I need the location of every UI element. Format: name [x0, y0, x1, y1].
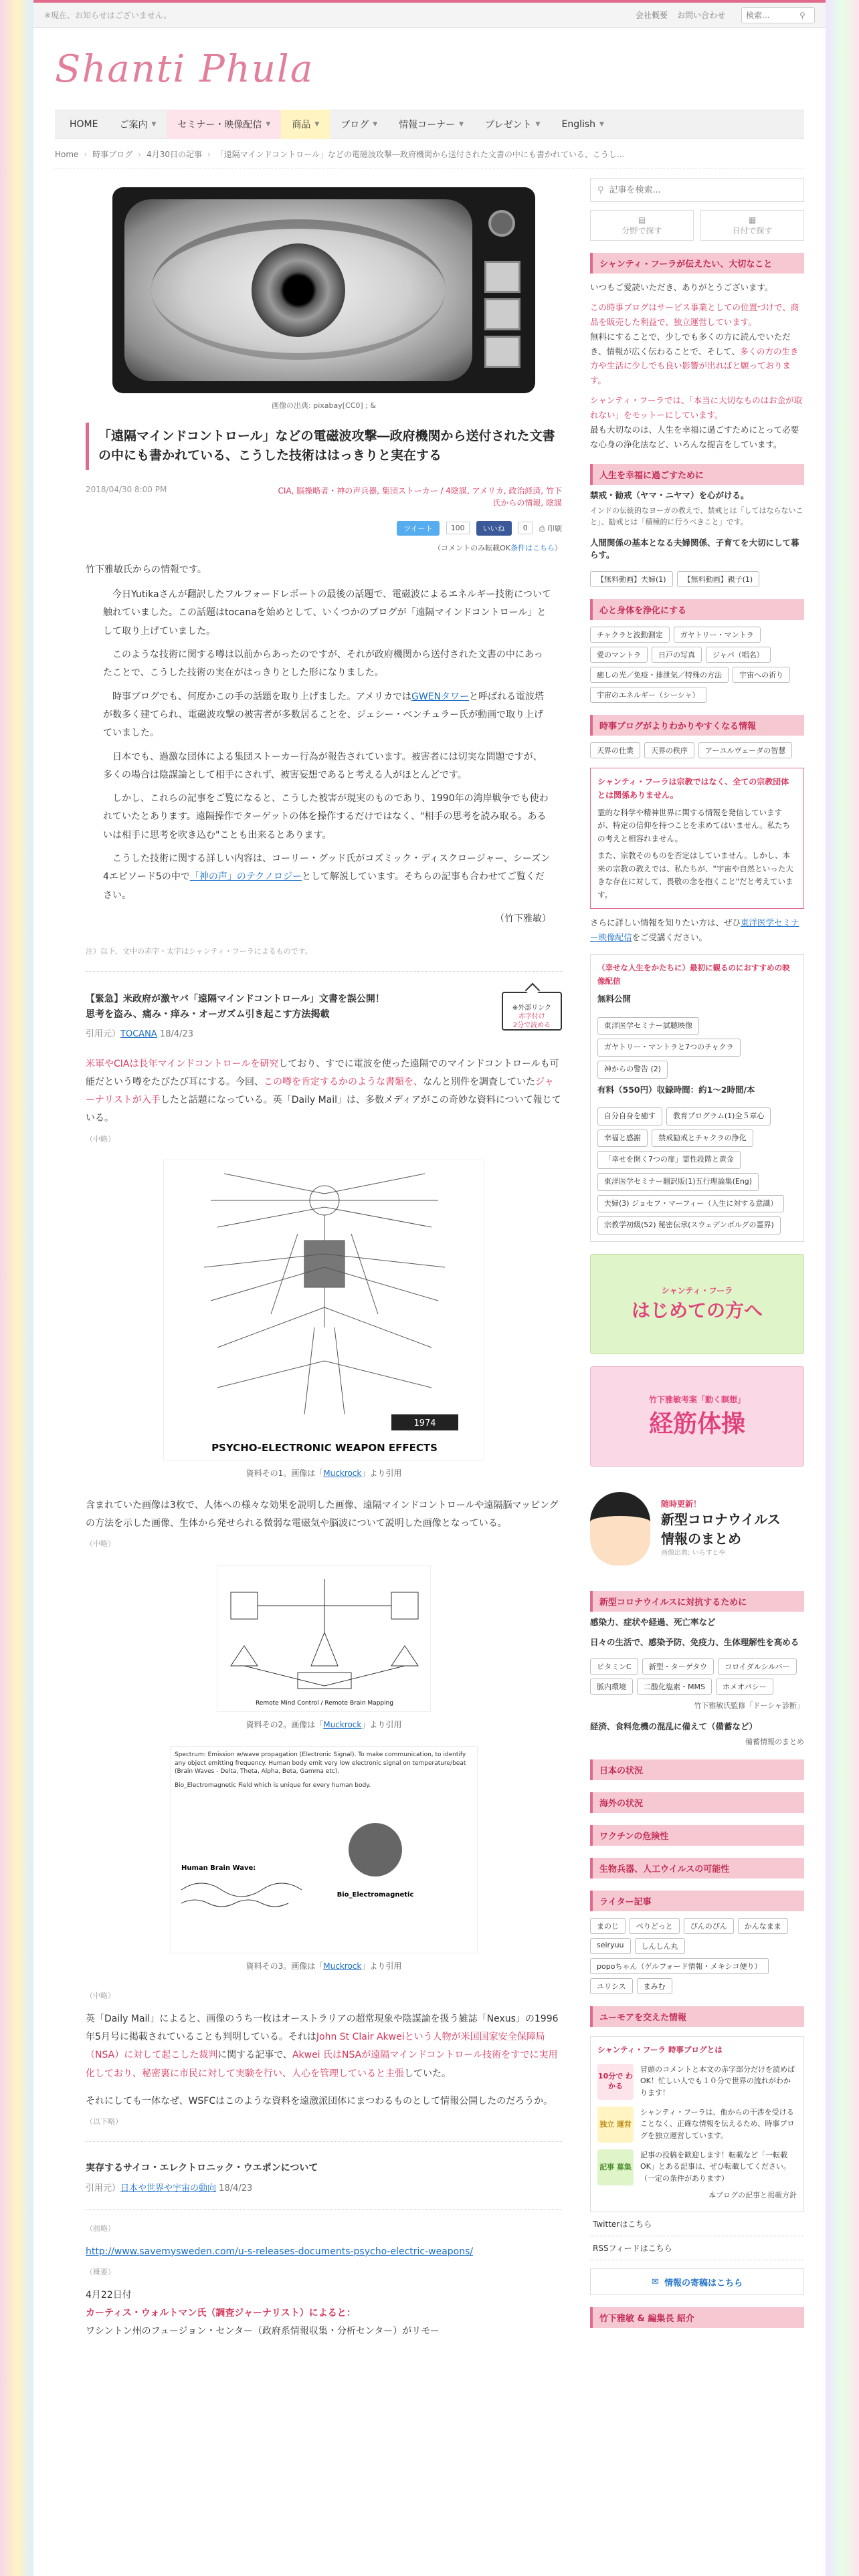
top-search[interactable] [741, 7, 815, 23]
chevron-down-icon: ▼ [266, 121, 271, 128]
quote2-url[interactable]: http://www.savemysweden.com/u-s-releases-documents-psycho-electric-weapons/ [86, 2246, 474, 2257]
quote1-red3: ジャーナリストが入手 [86, 1076, 554, 1106]
corona-video[interactable]: 竹下雅敏氏監修「ドーシャ診断」 [694, 1701, 804, 1710]
tag[interactable]: ぺりどっと [630, 1918, 680, 1934]
tag[interactable]: 夫婦(3) ジョセフ・マーフィー（人生に対する意識） [597, 1195, 784, 1213]
top-link-contact[interactable]: お問い合わせ [676, 11, 725, 20]
breadcrumb-blog[interactable]: 時事ブログ [92, 150, 133, 159]
about-red3: シャンティ・フーラでは、「本当に大切なものはお金が取れない」をモットーにしています。 [590, 395, 803, 420]
feature-row [597, 2149, 797, 2185]
calendar-icon: ▦ [748, 215, 757, 225]
section-writers[interactable]: ライター記事 [590, 1891, 804, 1911]
more-info-end: をご受講ください。 [632, 932, 708, 943]
intro-p2: このような技術に関する噂は以前からあったのですが、それが政府機関から送付された文書の中にあったことで、こうした技術の実在がはっきりとした形になりました。 [103, 649, 543, 679]
figure-2 [86, 1565, 562, 1733]
iris [252, 243, 345, 337]
tag[interactable]: 日戸の写真 [652, 647, 702, 663]
kami-link[interactable]: 「神の声」のテクノロジー [189, 871, 302, 883]
btn-label: 分野で探す [622, 225, 662, 235]
section-bioweapon[interactable]: 生物兵器、人工ウイルスの可能性 [590, 1858, 804, 1879]
twitter-link[interactable]: Twitterはこちら [590, 2212, 804, 2236]
banner1-title: はじめての方へ [631, 1299, 763, 1322]
figure-2-image [217, 1565, 431, 1712]
figure-1 [86, 1160, 562, 1481]
features-box [590, 2036, 804, 2212]
banner2-sub: 竹下雅敏考案「動く瞑想」 [648, 1394, 745, 1404]
figure-2-label: Remote Mind Control / Remote Brain Mapping [255, 1699, 394, 1707]
corona-tags [590, 1658, 804, 1695]
tag[interactable]: 幸福と感謝 [597, 1130, 648, 1148]
after-fig3-red2: Akwei 氏はNSAが遠隔マインドコントロール技術をすでに実用化しており、秘密裏に市民に対して実験を行い、人心を管理していると主張 [86, 2050, 558, 2079]
after-fig3-end: していた。 [404, 2068, 451, 2079]
corona-banner[interactable] [590, 1479, 804, 1579]
feature-row [597, 2064, 797, 2100]
tag[interactable]: アーユルヴェーダの智慧 [698, 742, 792, 758]
search-by-date-button[interactable] [700, 210, 804, 241]
tips-button[interactable] [590, 2268, 804, 2295]
quote2-red-line: カーティス・ウォルトマン氏（調査ジャーナリスト）によると： [86, 2307, 356, 2319]
intro-p1: 今日Yutikaさんが翻訳したフルフォードレポートの最後の話題で、電磁波によるエネルギー技術について触れていました。この話題はtocanaを始めとして、いくつかのブログが「遠隔マインドコントロール」として取り上げていました。 [103, 589, 551, 637]
search-by-category-button[interactable] [590, 210, 694, 241]
ellipsis: （中略） [86, 1539, 115, 1549]
seminar-link[interactable]: 東洋医学セミナー映像配信 [590, 918, 799, 943]
corona-line1: 新型コロナウイルス [661, 1511, 781, 1528]
life-tags [590, 571, 804, 587]
figure-3-label-right: Bio_Electromagnetic [337, 1891, 414, 1899]
corona-item3-sub[interactable]: 備蓄情報のまとめ [745, 1737, 804, 1746]
tag[interactable]: 宗教学初級(52) 秘密伝承(スウェデンボルグの霊界) [597, 1216, 781, 1235]
paid-head: 有料（550円）収録時間：約1〜2時間/本 [597, 1084, 755, 1095]
chevron-down-icon: ▼ [373, 121, 378, 128]
figure-1-title: PSYCHO-ELECTRONIC WEAPON EFFECTS [211, 1442, 438, 1455]
section-vaccine[interactable]: ワクチンの危険性 [590, 1825, 804, 1846]
page-wrapper [33, 0, 826, 2576]
tag[interactable]: しんしん丸 [635, 1938, 685, 1954]
feature-badge: 10分で わかる [597, 2064, 634, 2100]
sidebar-search-input[interactable] [609, 185, 783, 195]
caption-prefix: 資料その1。画像は「 [246, 1469, 324, 1479]
intro-p3-rest: と呼ばれる電波塔が数多く建てられ、電磁波攻撃の被害者が多数居ることを、ジェシー・ベンチュラー氏が動画で取り上げていました。 [103, 691, 545, 739]
about-red1: この時事ブログはサービス事業としての位置づけで、商品を販売した利益で、独立運営しています。 [590, 302, 799, 327]
figure-2-diagram [217, 1566, 432, 1713]
nav-label: 情報コーナー [399, 120, 456, 130]
sidebar-search[interactable] [590, 178, 804, 202]
eye-screen [124, 199, 472, 381]
figure-3-image [170, 1746, 478, 1953]
quote1-red2: この噂を肯定するかのような書類を、 [264, 1076, 423, 1087]
easy-tags [590, 742, 804, 758]
like-count: 0 [518, 522, 533, 534]
features-link[interactable]: 本ブログの記事と掲載方針 [708, 2190, 797, 2199]
tag[interactable]: seiryuu [590, 1938, 631, 1954]
disclaimer: 注）以下、文中の赤字・太字はシャンティ・フーラによるものです。 [86, 947, 312, 956]
figure-2-caption [86, 1717, 562, 1733]
quote2-source [86, 2180, 562, 2197]
corona-head: 新型コロナウイルスに対抗するために [590, 1591, 804, 1612]
quote2-source-prefix: 引用元） [86, 2183, 121, 2194]
figure-3-source-link[interactable]: Muckrock [323, 1961, 362, 1971]
beginners-banner[interactable] [590, 1254, 804, 1354]
after-fig3-text [86, 2010, 562, 2083]
quote2-label: （前略） [86, 2224, 115, 2234]
easy-head: 時事ブログがよりわかりやすくなる情報 [590, 715, 804, 736]
figure-3-label-left: Human Brain Wave: [181, 1864, 256, 1872]
paid-tags [597, 1107, 797, 1235]
corona-item1[interactable]: 感染力、症状や経過、死亡率など [590, 1616, 716, 1627]
post-title: 「遠隔マインドコントロール」などの電磁波攻撃―政府機関から送付された文書の中にも書かれている、こうした技術ははっきりと実在する [86, 423, 562, 470]
chevron-down-icon: ▼ [459, 121, 464, 128]
folder-icon: ▤ [638, 215, 646, 225]
link-note [86, 542, 562, 553]
share-bar [86, 521, 562, 536]
tag[interactable]: 脈内環境 [590, 1679, 633, 1695]
tag[interactable]: 【無料動画】夫婦(1) [590, 571, 673, 587]
external-link-badge [502, 992, 562, 1031]
tweet-button[interactable]: ツイート [397, 521, 439, 536]
tag[interactable]: コロイダルシルバー [718, 1658, 796, 1675]
figure-3-caption [86, 1959, 562, 1974]
banner1-sub: シャンティ・フーラ [661, 1286, 733, 1296]
caption-suffix: 」より引用 [361, 1961, 402, 1971]
life-item1[interactable]: 禁戒・勧戒（ヤマ・ニヤマ）を心がける。 [590, 490, 749, 500]
tag[interactable]: 愛のマントラ [590, 647, 648, 663]
sidebar [590, 178, 804, 2328]
top-link-company[interactable]: 会社概要 [635, 11, 668, 20]
tag[interactable]: 癒しの光／免疫・排泄気／特殊の方法 [590, 667, 729, 683]
signature: （竹下雅敏） [495, 913, 551, 924]
tag[interactable]: 東洋医学セミナー翻訳版(1)五行理論集(Eng) [597, 1173, 759, 1191]
after-fig3-red1: John St Clair Akweiという人物が米国国家安全保障局（NSA）に対して起こした裁判 [86, 2032, 545, 2061]
top-notice: ※現在、お知らせはございません。 [44, 11, 172, 20]
life-item1-sub: インドの伝統的なヨーガの教えで、禁戒とは「してはならないこと」、勧戒とは「積極的に行うべきこと」です。 [590, 506, 803, 527]
feature-text: 記事の投稿を歓迎します！転載など「一転載OK」とある記事は、ぜひ転載してください。（一定の条件があります） [640, 2150, 791, 2183]
nav-label: プレゼント [485, 120, 532, 130]
feature-text: シャンティ・フーラは、他からの干渉を受けることなく、正確な情報を伝えるため、時事ブログを独立運営しています。 [640, 2107, 795, 2140]
like-button[interactable]: いいね [476, 521, 512, 536]
tag[interactable]: popoちゃん（ゲルフォード情報・メキシコ便り） [590, 1958, 769, 1974]
quote1-text [86, 1055, 562, 1128]
after-fig3-a: 英「Daily Mail」によると、画像のうち一枚はオーストラリアの超常現象や陰謀論を扱う雑誌「Nexus」の1996年5月号に掲載されていることも判明している。それは [86, 2013, 559, 2043]
tag[interactable]: かんなまま [738, 1918, 788, 1934]
tag[interactable]: ビタミンC [590, 1658, 638, 1675]
figure-1-image [163, 1160, 484, 1461]
quote1-source-prefix: 引用元） [86, 1029, 121, 1040]
tag[interactable]: まみむ [637, 1978, 672, 1994]
free-head: 無料公開 [597, 994, 632, 1004]
tag[interactable]: ユリシス [590, 1978, 633, 1994]
post-date: 2018/04/30 8:00 PM [86, 484, 167, 494]
quote1-end: したと話題になっている。英「Daily Mail」は、多数メディアがこの奇妙な資料について報じている。 [86, 1095, 561, 1124]
intro-p6 [103, 850, 551, 905]
figure-2-source-link[interactable]: Muckrock [323, 1719, 362, 1729]
tag[interactable]: 教育プログラム(1)全５章心 [666, 1107, 771, 1125]
nav-label: English [561, 119, 596, 130]
link-note-text: （コメントのみ転載OK [434, 543, 510, 552]
figure-3-text1: Spectrum: Emission w/wave propagation (Electronic Signal). To make communication, to identify any object emitting frequency. Human body emit very low electronic signal on temperature/beat (Brain Waves - Delta, Theta, Alpha, Beta, Gamma etc). [175, 1751, 466, 1776]
tag[interactable]: ホメオパシー [716, 1679, 773, 1695]
tag[interactable]: 宇宙のエネルギー（シーシャ） [590, 687, 706, 703]
top-bar [33, 3, 826, 28]
lead-text: 竹下雅敏氏からの情報です。 [86, 564, 207, 575]
tag[interactable]: 「幸せを開く7つの扉」霊性段階と黄金 [597, 1151, 741, 1169]
corona-item3[interactable]: 経済、食料危機の混乱に備えて（備蓄など） [590, 1721, 758, 1731]
post-meta [86, 485, 562, 509]
figure-3-text2: Bio_Electromagnetic Field which is unique for every human body. [175, 1782, 371, 1789]
free-tags [597, 1017, 797, 1079]
feature-badge: 独立 運営 [597, 2107, 634, 2143]
cleanse-tags [590, 627, 804, 703]
figure-3 [86, 1746, 562, 1974]
corona-line2: 情報のまとめ [661, 1531, 741, 1547]
tag[interactable]: 禁戒勧戒とチャクラの浄化 [652, 1130, 753, 1148]
link-note-end: ） [555, 543, 562, 552]
nav-label: HOME [70, 119, 98, 130]
gwen-link[interactable]: GWENタワー [411, 691, 470, 702]
after-fig1-text: 含まれていた画像は3枚で、人体への様々な効果を説明した画像、遠隔マインドコントロールや遠隔脳マッピングの方法を示した画像、生体から発せられる微弱な電磁気や脳波について説明した画像となっている。 [86, 1499, 559, 1529]
nav-guide[interactable] [108, 110, 167, 139]
religion-red: シャンティ・フーラは宗教ではなく、全ての宗教団体とは関係ありません。 [597, 776, 789, 800]
tag[interactable]: 【無料動画】親子(1) [677, 571, 760, 587]
feature-text: 冒頭のコメントと本文の赤字部分だけを読めばOK！忙しい人でも１０分で世界の流れがわかります！ [640, 2064, 795, 2097]
tag[interactable]: チャクラと波動測定 [590, 627, 670, 643]
quote1-mid2: なんと別件を調査していた [423, 1076, 535, 1087]
hero-image [112, 187, 535, 393]
doctor-avatar [590, 1492, 650, 1566]
intro-box [86, 579, 562, 931]
nav-info[interactable] [388, 110, 474, 139]
writer-tags [590, 1918, 804, 1994]
breadcrumb-current: 「遠隔マインドコントロール」などの電磁波攻撃―政府機関から送付された文書の中にも書かれている、こうし... [215, 150, 625, 159]
quote1-title-line1: 【緊急】米政府が激ヤバ「遠隔マインドコントロール」文書を誤公開！ [86, 993, 385, 1004]
nav-products[interactable] [281, 110, 330, 139]
tips-label: 情報の寄稿はこちら [664, 2278, 743, 2288]
quote1-title [86, 992, 385, 1024]
image-credit: 画像の出典: pixabay[CC0] ; & [272, 401, 376, 410]
corona-tag: 随時更新！ [661, 1499, 702, 1509]
editor-head: 竹下雅敏 & 編集長 紹介 [590, 2307, 804, 2328]
figure-3-diagram [175, 1790, 469, 1923]
rss-link[interactable]: RSSフィードはこちら [590, 2236, 804, 2260]
tweet-count: 100 [446, 522, 470, 534]
nav-label: ご案内 [119, 120, 148, 130]
humor-head[interactable]: ユーモアを交えた情報 [590, 2006, 804, 2027]
features-head: シャンティ・フーラ 時事ブログとは [597, 2045, 723, 2055]
tag[interactable]: 二酸化塩素・MMS [637, 1679, 712, 1695]
corona-item2[interactable]: 日々の生活で、感染予防、免疫力、生体理解性を高める [590, 1636, 799, 1647]
nav-english[interactable] [551, 110, 614, 139]
intro-p5: しかし、これらの記事をご覧になると、こうした被害が現実のものであり、1990年の湾岸戦争でも使われていたとあります。遠隔操作でターゲットの体を操作するだけではなく、"相手の思考を読み取る。あるいは相手に思考を吹き込む"ことも出来るとあります。 [103, 793, 549, 841]
search-icon: ⚲ [597, 185, 604, 195]
quote1-red1: 米軍やCIAは長年マインドコントロールを研究 [86, 1058, 279, 1069]
printer-icon: ⎙ [539, 524, 545, 533]
religion-notice [590, 768, 804, 909]
quote2-date: 4月22日付 [86, 2289, 132, 2300]
main-nav [55, 110, 804, 139]
btn-label: 日付で探す [732, 225, 773, 235]
about-red2: 多くの方の生き方や生活に少しでも良い影響が出ればと願っております。 [590, 346, 799, 386]
quote1-header [86, 992, 562, 1043]
caption-prefix: 資料その2。画像は「 [246, 1719, 324, 1729]
nav-seminar[interactable] [167, 110, 281, 139]
main-column [86, 178, 562, 2341]
badge-line2: 赤字付け [518, 1012, 545, 1021]
after-fig3-text2: それにしても一体なぜ、WSFCはこのような資料を遠激派団体にまつわるものとして情報公開したのだろうか。 [86, 2096, 553, 2107]
tag[interactable]: 宇宙への祈り [733, 667, 790, 683]
search-icon[interactable]: ⚲ [799, 10, 805, 20]
figure-1-year: 1974 [413, 1418, 436, 1429]
print-button[interactable] [539, 523, 562, 534]
link-terms[interactable]: 条件はこちら [510, 543, 555, 552]
nav-label: セミナー・映像配信 [177, 120, 262, 130]
quote1-mid1: しており、すでに電波を使った遠隔でのマインドコントロールも可能だという噂をたびたび耳にする。今回、 [86, 1058, 559, 1087]
intro-p3-text: 時事ブログでも、何度かこの手の話題を取り上げました。アメリカでは [112, 691, 412, 702]
religion-text2: また、宗教そのものを否定はしていません。しかし、本来の宗教の教えでは、私たちが、"宇宙や自然といった大きな存在に対して、畏敬の念を抱くこと"だと考えています。 [597, 851, 793, 899]
breadcrumb-home[interactable]: Home [55, 149, 79, 159]
cleanse-head: 心と身体を浄化にする [590, 599, 804, 620]
about-p1: いつもご愛読いただき、ありがとうございます。 [590, 282, 773, 292]
tag[interactable]: 東洋医学セミナー試聴映像 [597, 1017, 699, 1035]
caption-suffix: 」より引用 [361, 1469, 402, 1479]
quote1-source-date: 18/4/23 [159, 1029, 194, 1040]
quote2-last-line: ワシントン州のフュージョン・センター（政府系情報収集・分析センター）がリモー [86, 2326, 440, 2337]
nav-label: 商品 [292, 120, 311, 130]
nav-blog[interactable] [330, 110, 388, 139]
banner2-title: 経筋体操 [648, 1410, 745, 1438]
ellipsis: （中略） [86, 1992, 115, 2001]
about-p4: 最も大切なのは、人生を幸福に過ごすためにとって必要な心身の浄化法など、いろんな提言をしています。 [590, 424, 799, 449]
chevron-down-icon: ▼ [314, 121, 320, 128]
logo-area [33, 28, 826, 110]
badge-line1: ※外部リンク [512, 1004, 552, 1012]
caption-suffix: 」より引用 [361, 1719, 402, 1729]
mail-icon: ✉ [652, 2276, 659, 2287]
quote2-gaiyo: （概要） [86, 2268, 115, 2277]
article-body [86, 561, 562, 2341]
figure-1-diagram [164, 1160, 485, 1461]
site-logo[interactable] [55, 47, 314, 91]
tag[interactable]: 神からの警告 (2) [597, 1061, 668, 1079]
about-text [590, 280, 804, 452]
quote1-source [86, 1026, 385, 1043]
exercise-banner[interactable] [590, 1366, 804, 1467]
quote2-source-date: 18/4/23 [219, 2183, 253, 2194]
feature-badge: 記事 募集 [597, 2149, 634, 2185]
nav-present[interactable] [474, 110, 551, 139]
chevron-down-icon: ▼ [599, 121, 604, 128]
tag[interactable]: 天界の秩序 [644, 742, 694, 758]
tag[interactable]: ジャパ（唱名） [706, 647, 771, 663]
badge-line3: 2分で読める [512, 1021, 551, 1029]
sidebar-search-buttons [590, 210, 804, 241]
nav-home[interactable] [59, 110, 108, 139]
print-label: 印刷 [547, 524, 562, 533]
corona-credit: 画像出典: いらすとや [661, 1549, 726, 1558]
chevron-down-icon: ▼ [151, 121, 157, 128]
after-fig3-mid: に関する記事で、 [217, 2050, 292, 2061]
intro-p6-rest: として解説しています。そちらの記事も合わせてご覧ください。 [103, 871, 545, 901]
tag[interactable]: ガヤトリー・マントラ [674, 627, 761, 643]
tv-panel [484, 261, 520, 368]
about-head: シャンティ・フーラが伝えたい、大切なこと [590, 253, 804, 274]
top-links [636, 7, 815, 23]
tv-knob [488, 210, 515, 237]
figure-1-source-link[interactable]: Muckrock [323, 1469, 362, 1479]
tag[interactable]: ぴんのぴん [684, 1918, 734, 1934]
post-categories[interactable]: CIA, 脳操略者・神の声兵器, 集団ストーカー / 4陰謀, アメリカ, 政治経済, 竹下氏からの情報, 陰謀 [278, 486, 562, 508]
tag[interactable]: 新型・ターゲタウ [642, 1658, 714, 1675]
nav-label: ブログ [341, 120, 369, 130]
figure-1-caption [86, 1466, 562, 1481]
about-p2: 無料にすることで、少しでも多くの方に読んでいただき、情報が広く伝わることで、そして、 [590, 331, 791, 356]
more-info-text: さらに詳しい情報を知りたい方は、ぜひ [590, 918, 741, 928]
chevron-down-icon: ▼ [535, 121, 541, 128]
quote2-source-link[interactable]: 日本や世界や宇宙の動向 [120, 2183, 217, 2194]
corona-banner-text [661, 1499, 781, 1559]
quote2-title: 実存するサイコ・エレクトロニック・ウエポンについて [86, 2162, 318, 2173]
religion-text: 霊的な科学や精神世界に関する情報を発信していますが、特定の信仰を持つことを求めてはいません。私たちの考えと相容れません。 [597, 807, 791, 843]
breadcrumb: Home › 時事ブログ › 4月30日の記事 › 「遠隔マインドコントロール」などの電磁波攻撃―政府機関から送付された文書の中にも書かれている、こうし... [55, 148, 804, 169]
logo-text: Shanti Phula [55, 47, 314, 91]
intro-p4: 日本でも、過激な団体による集団ストーカー行為が報告されています。被害者には切実な問題ですが、多くの場合は陰謀論として相手にされず、被害妄想であると考える人がほとんどです。 [103, 751, 543, 780]
tag[interactable]: ガヤトリー・マントラと7つのチャクラ [597, 1039, 741, 1057]
section-japan[interactable]: 日本の状況 [590, 1759, 804, 1780]
recommend-box [590, 954, 804, 1242]
breadcrumb-date[interactable]: 4月30日の記事 [147, 150, 202, 159]
more-info [590, 916, 804, 945]
quote1-title-line2: 思考を盗み、痛み・痒み・オーガズム引き起こす方法掲載 [86, 1009, 330, 1021]
ellipsis-end: （以下略） [86, 2117, 122, 2127]
feature-row [597, 2107, 797, 2143]
ellipsis: （中略） [86, 1134, 115, 1144]
life-head: 人生を幸福に過ごすために [590, 464, 804, 485]
intro-p3 [103, 688, 551, 743]
tag[interactable]: まのじ [590, 1918, 626, 1934]
quote1-source-link[interactable]: TOCANA [120, 1029, 157, 1040]
intro-p6-text: こうした技術に関する詳しい内容は、コーリー・グッド氏がコズミック・ディスクロージャー、シーズン4エピソード5の中で [103, 853, 551, 883]
caption-prefix: 資料その3。画像は「 [246, 1961, 324, 1971]
tag[interactable]: 自分自身を癒す [597, 1107, 662, 1125]
recommend-head: （幸せな人生をかたちに）最初に観るのにおすすめの映像配信 [597, 963, 790, 986]
tag[interactable]: 天界の仕業 [590, 742, 640, 758]
section-overseas[interactable]: 海外の状況 [590, 1792, 804, 1813]
life-item2[interactable]: 人間関係の基本となる夫婦関係、子育てを大切にして暮らす。 [590, 537, 799, 560]
top-search-input[interactable] [746, 11, 799, 20]
